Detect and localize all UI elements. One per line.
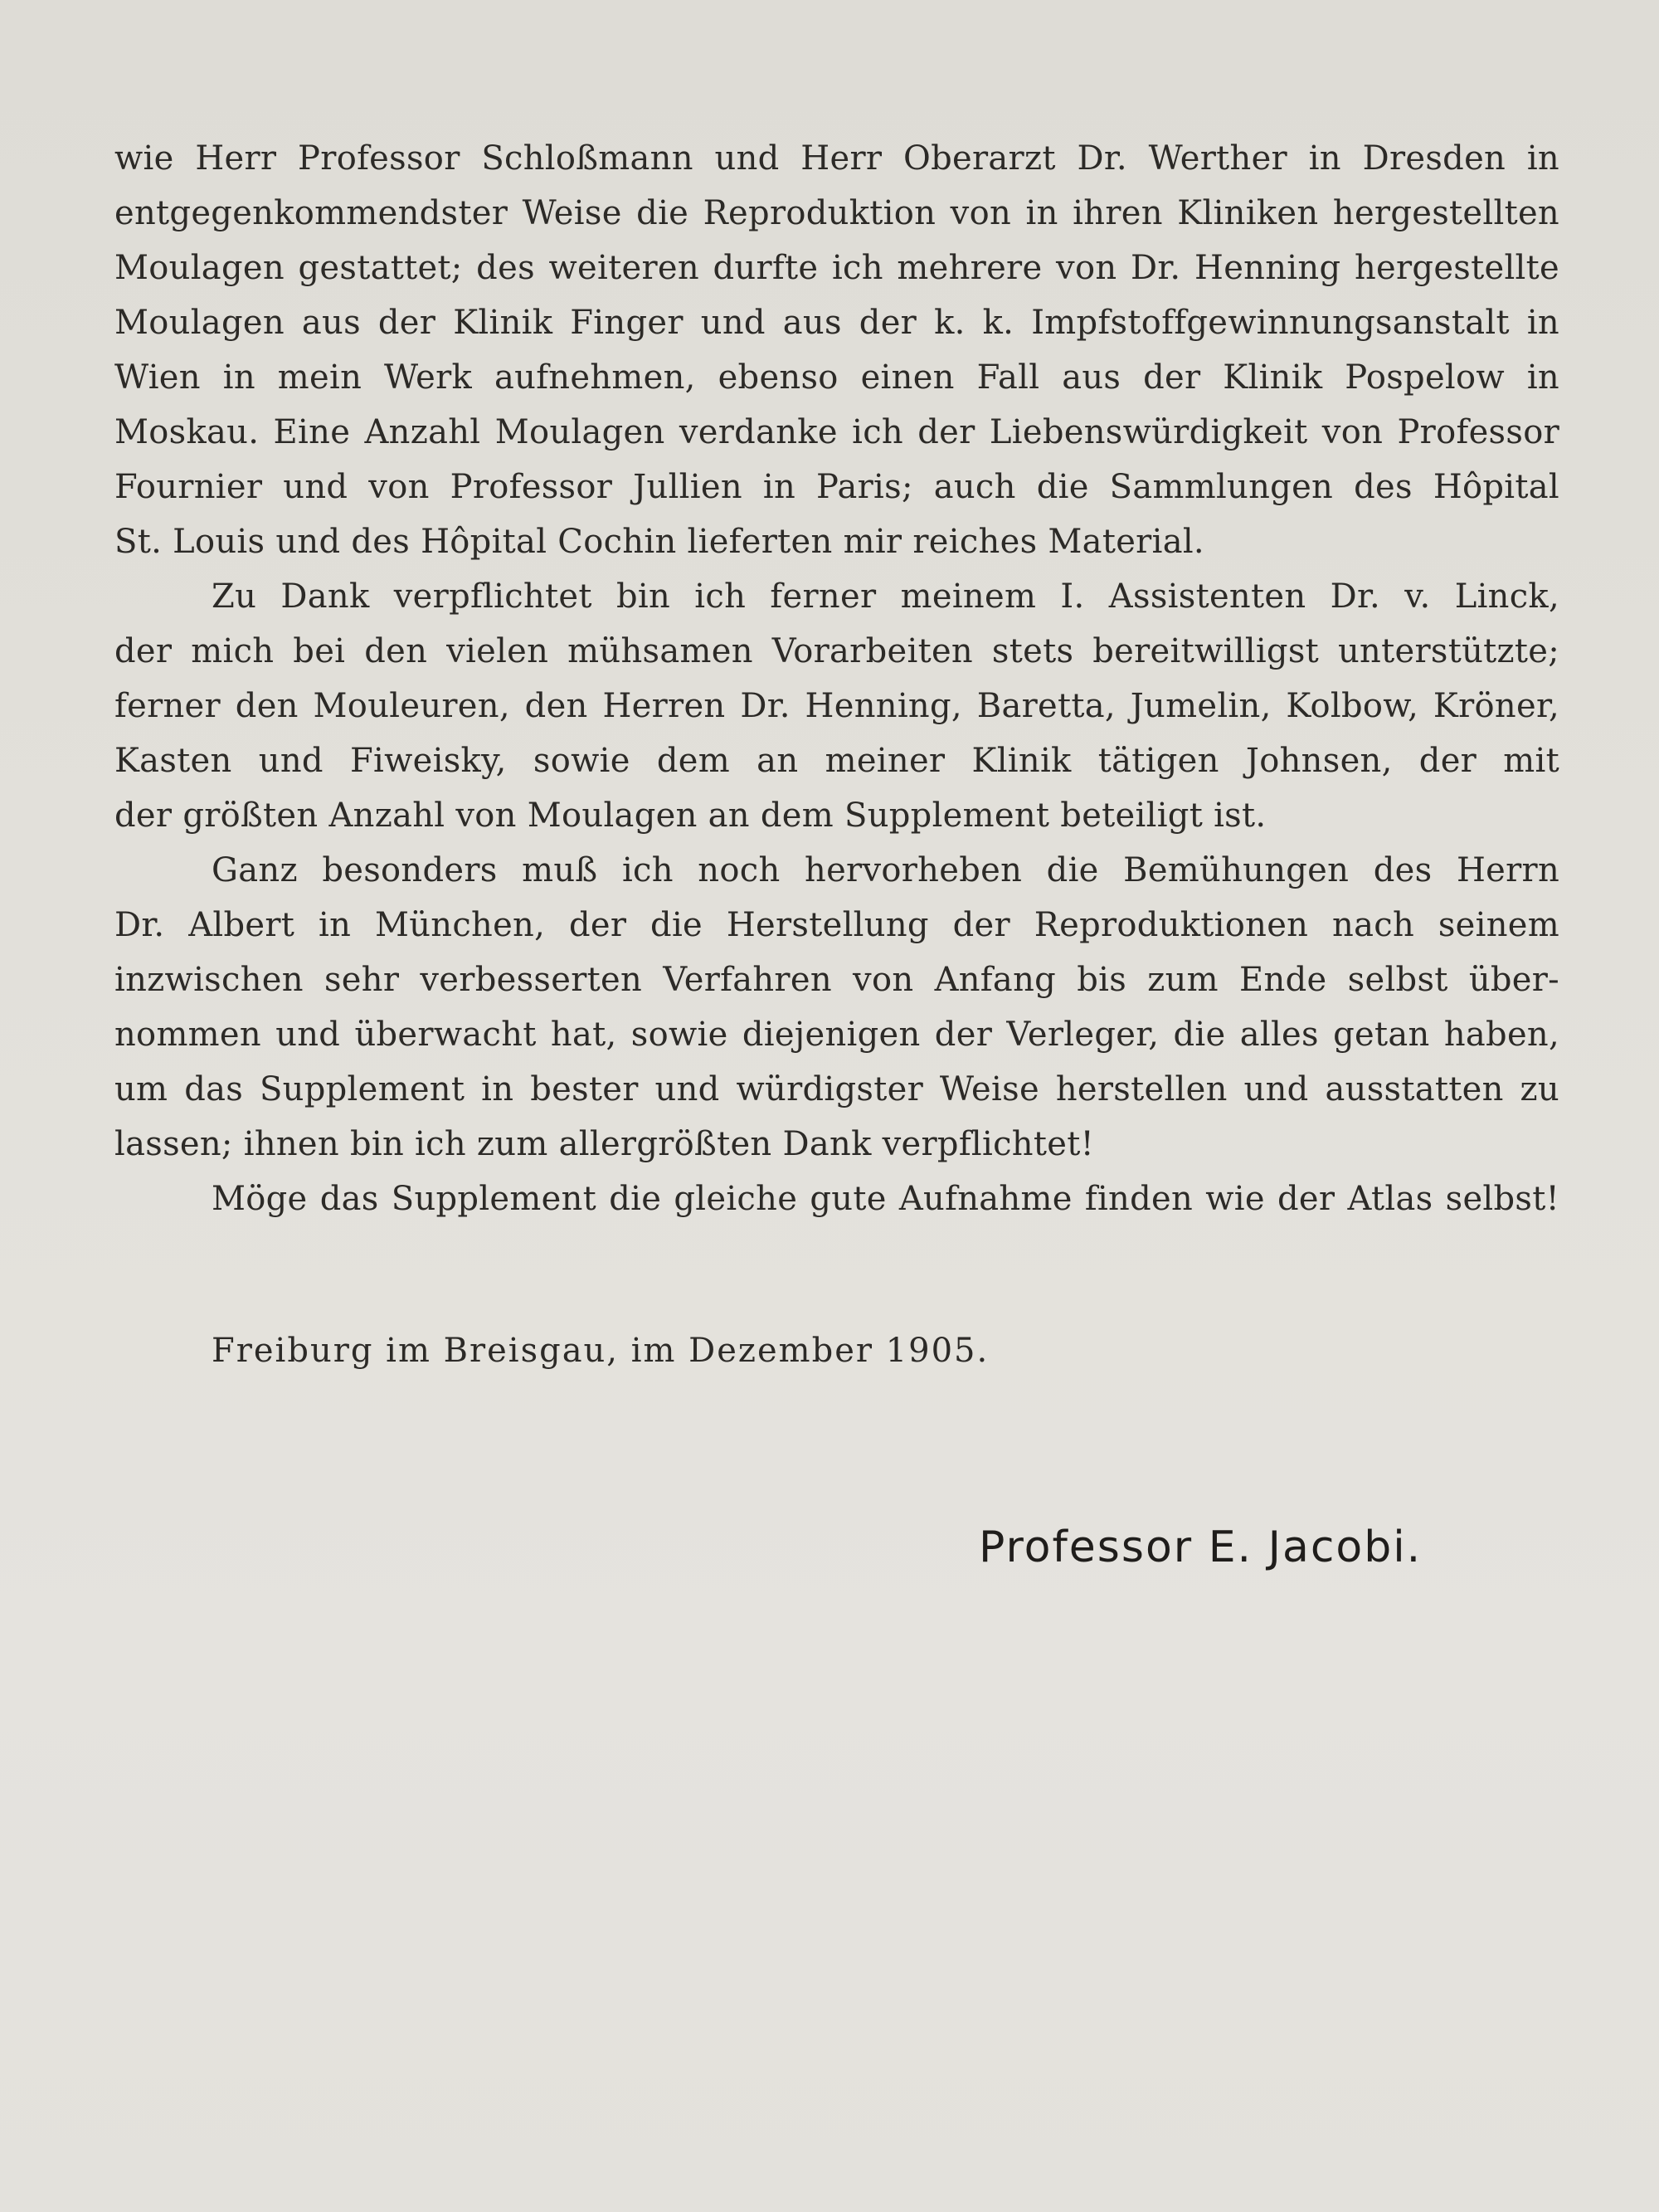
text-line: Moskau. Eine Anzahl Moulagen verdanke ich der Liebenswürdigkeit von Professor: [114, 413, 1559, 451]
text-line: Dr. Albert in München, der die Herstellung der Reproduktionen nach seinem: [114, 906, 1559, 944]
text-line: Kasten und Fiweisky, sowie dem an meiner Klinik tätigen Johnsen, der mit: [114, 742, 1559, 780]
signature: Professor E. Jacobi.: [979, 1523, 1423, 1572]
text-line: der größten Anzahl von Moulagen an dem Supplement beteiligt ist.: [114, 797, 1267, 835]
text-line: Möge das Supplement die gleiche gute Aufnahme finden wie der Atlas selbst!: [212, 1180, 1559, 1218]
text-line: der mich bei den vielen mühsamen Vorarbeiten stets bereitwilligst unterstützte;: [114, 632, 1559, 670]
text-line: Moulagen aus der Klinik Finger und aus der k. k. Impfstoffgewinnungsanstalt in: [114, 304, 1559, 342]
text-line: lassen; ihnen bin ich zum allergrößten Dank verpflichtet!: [114, 1125, 1094, 1163]
text-line: entgegenkommendster Weise die Reproduktion von in ihren Kliniken hergestellten: [114, 194, 1559, 232]
text-line: Fournier und von Professor Jullien in Paris; auch die Sammlungen des Hôpital: [114, 468, 1559, 506]
text-line: Wien in mein Werk aufnehmen, ebenso einen Fall aus der Klinik Pospelow in: [114, 358, 1559, 397]
text-line: Ganz besonders muß ich noch hervorheben die Bemühungen des Herrn: [212, 851, 1559, 889]
text-line: Moulagen gestattet; des weiteren durfte ich mehrere von Dr. Henning hergestellte: [114, 249, 1559, 287]
text-line: um das Supplement in bester und würdigster Weise herstellen und ausstatten zu: [114, 1070, 1559, 1108]
place-date-line: Freiburg im Breisgau, im Dezember 1905.: [212, 1332, 990, 1370]
text-line: inzwischen sehr verbesserten Verfahren von Anfang bis zum Ende selbst über-: [114, 961, 1559, 999]
body-text: [114, 131, 1559, 1226]
text-line: St. Louis und des Hôpital Cochin lieferten mir reiches Material.: [114, 523, 1204, 561]
text-line: nommen und überwacht hat, sowie diejenigen der Verleger, die alles getan haben,: [114, 1016, 1559, 1054]
text-line: Zu Dank verpflichtet bin ich ferner meinem I. Assistenten Dr. v. Linck,: [212, 577, 1559, 616]
text-line: wie Herr Professor Schloßmann und Herr Oberarzt Dr. Werther in Dresden in: [114, 139, 1559, 178]
text-line: ferner den Mouleuren, den Herren Dr. Henning, Baretta, Jumelin, Kolbow, Kröner,: [114, 687, 1559, 725]
